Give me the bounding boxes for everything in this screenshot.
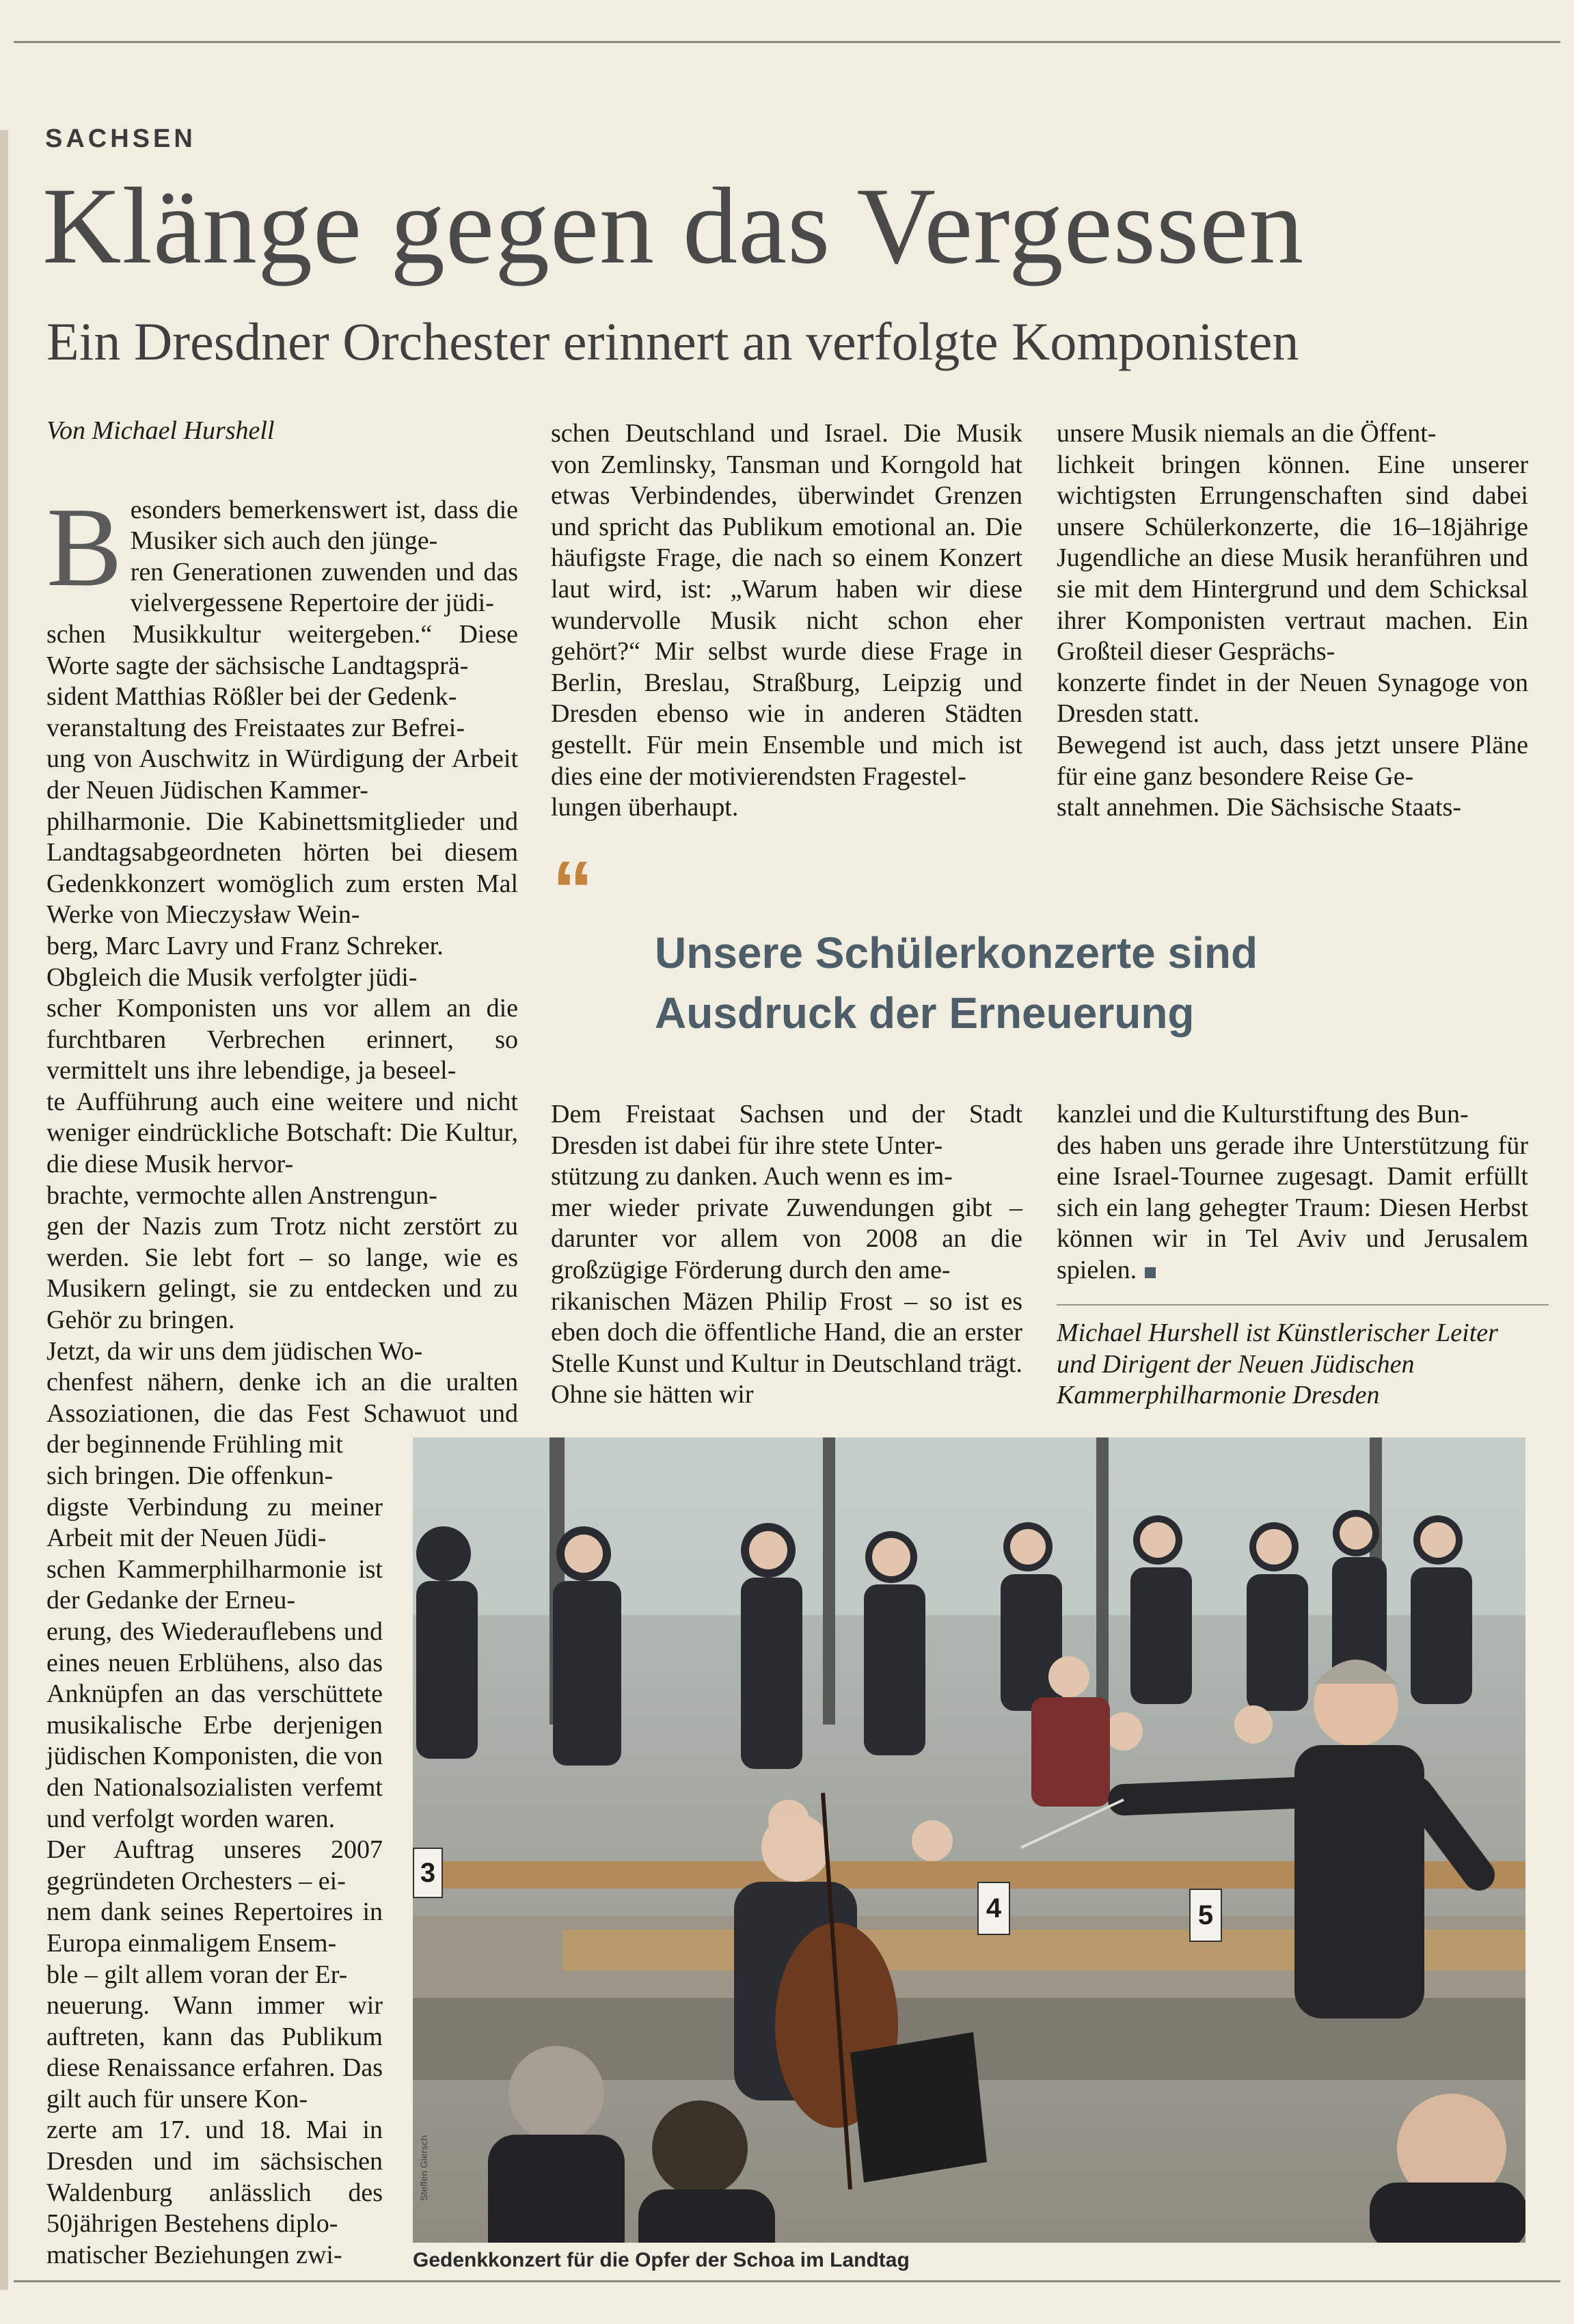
desk-number-card: 3: [413, 1848, 443, 1898]
bottom-rule: [14, 2280, 1560, 2282]
photo-caption: Gedenkkonzert für die Opfer der Schoa im Landtag: [413, 2249, 910, 2271]
article-column-1: [46, 463, 518, 1461]
page-edge: [0, 130, 8, 2290]
end-mark-icon: [1145, 1267, 1156, 1278]
article-column-2-bottom: Dem Freistaat Sachsen und der Stadt Dresden ist dabei für ihre stete Unter- stützung zu danken. Auch wenn es im- mer wieder private Zuwendungen gibt – darunter vor allem von 2008 an die großzügige Förderung durch den ame- rikanischen Mäzen Philip Frost – so ist es eben doch die öffentliche Hand, die an erster Stelle Kunst und Kultur in Deutschland trägt. Ohne sie hätten wir: [551, 1100, 1022, 1409]
top-rule: [14, 41, 1560, 43]
section-label: SACHSEN: [45, 124, 196, 153]
photo-credit: Steffen Giersch: [418, 2135, 429, 2201]
subheadline: Ein Dresdner Orchester erinnert an verfolgte Komponisten: [46, 312, 1299, 371]
drop-cap: B: [46, 483, 122, 610]
desk-number-card: 4: [977, 1882, 1010, 1935]
article-column-3-top: unsere Musik niemals an die Öffent- lichkeit bringen können. Eine unserer wichtigsten Errungenschaften sind dabei unsere Schülerkonzerte, die 16–18jährige Jugendliche an diese Musik heranführen und sie mit dem Hintergrund und dem Schicksal ihrer Komponisten vertraut machen. Ein Großteil dieser Gesprächs- konzerte findet in der Neuen Synagoge von Dresden statt. Bewegend ist auch, dass jetzt unsere Pläne für eine ganz besondere Reise Ge- stalt annehmen. Die Sächsische Staats-: [1057, 419, 1528, 822]
article-column-1-narrow: sich bringen. Die offenkun- digste Verbindung zu meiner Arbeit mit der Neuen Jüdi- schen Kammerphilharmonie ist der Gedanke der Erneu- erung, des Wiederauflebens und eines neuen Erblühens, also das Anknüpfen an das verschüttete musikalische Erbe derjenigen jüdischen Komponisten, die von den Nationalsozialisten verfemt und verfolgt worden waren. Der Auftrag unseres 2007 gegründeten Orchesters – ei- nem dank seines Repertoires in Europa einmaligem Ensem- ble – gilt allem voran der Er- neuerung. Wann immer wir auftreten, kann das Publikum diese Renaissance erfahren. Das gilt auch für unsere Kon- zerte am 17. und 18. Mai in Dresden und im sächsischen Waldenburg anlässlich des 50jährigen Bestehens diplo- matischer Beziehungen zwi-: [46, 1461, 383, 2269]
pull-quote: Unsere Schülerkonzerte sind Ausdruck der Erneuerung: [655, 928, 1258, 1038]
concert-photo-illustration: [413, 1437, 1525, 2243]
article-column-2-top: schen Deutschland und Israel. Die Musik von Zemlinsky, Tansman und Korngold hat etwas Verbindendes, überwindet Grenzen und spricht das Publikum emotional an. Die häufigste Frage, die nach so einem Konzert laut wird, ist: „Warum haben wir diese wundervolle Musik nicht schon eher gehört?“ Mir selbst wurde diese Frage in Berlin, Breslau, Straßburg, Leipzig und Dresden ebenso wie in anderen Städten gestellt. Für mein Ensemble und mich ist dies eine der motivierendsten Fragestel- lungen überhaupt.: [551, 419, 1022, 822]
byline: Von Michael Hurshell: [46, 416, 275, 445]
article-column-3-bottom: [1057, 1099, 1528, 1286]
author-bio: Michael Hurshell ist Künstlerischer Leiter und Dirigent der Neuen Jüdischen Kammerphilharmonie Dresden: [1057, 1304, 1549, 1411]
column-1-text: esonders bemerkenswert ist, dass die Musiker sich auch den jünge- ren Generationen zuwenden und das vielvergessene Repertoire der jüdi- schen Musikkultur weitergeben.“ Diese Worte sagte der sächsische Landtagsprä- sident Matthias Rößler bei der Gedenk- veranstaltung des Freistaates zur Befrei- ung von Auschwitz in Würdigung der Arbeit der Neuen Jüdischen Kammer- philharmonie. Die Kabinettsmitglieder und Landtagsabgeordneten hörten bei diesem Gedenkkonzert womöglich zum ersten Mal Werke von Mieczysław Wein- berg, Marc Lavry und Franz Schreker. Obgleich die Musik verfolgter jüdi- scher Komponisten uns vor allem an die furchtbaren Verbrechen erinnert, so vermittelt uns ihre lebendige, ja beseel- te Aufführung auch eine weitere und nicht weniger eindrückliche Botschaft: Die Kultur, die diese Musik hervor- brachte, vermochte allen Anstrengun- gen der Nazis zum Trotz nicht zerstört zu werden. Sie lebt fort – so lange, wie es Musikern gelingt, sie zu entdecken und zu Gehör zu bringen. Jetzt, da wir uns dem jüdischen Wo- chenfest nähern, denke ich an die uralten Assoziationen, die das Fest Schawuot und der beginnende Frühling mit: [46, 495, 518, 1459]
quote-mark-icon: “: [552, 844, 593, 936]
column-3-bottom-text: kanzlei und die Kulturstiftung des Bun- des haben uns gerade ihre Unterstützung für eine Israel-Tournee zugesagt. Damit erfüllt sich ein lang gehegter Traum: Diesen Herbst können wir in Tel Aviv und Jerusalem spielen.: [1057, 1100, 1528, 1284]
desk-number-card: 5: [1189, 1889, 1222, 1942]
headline: Klänge gegen das Vergessen: [42, 165, 1305, 286]
concert-photo: [413, 1437, 1525, 2243]
